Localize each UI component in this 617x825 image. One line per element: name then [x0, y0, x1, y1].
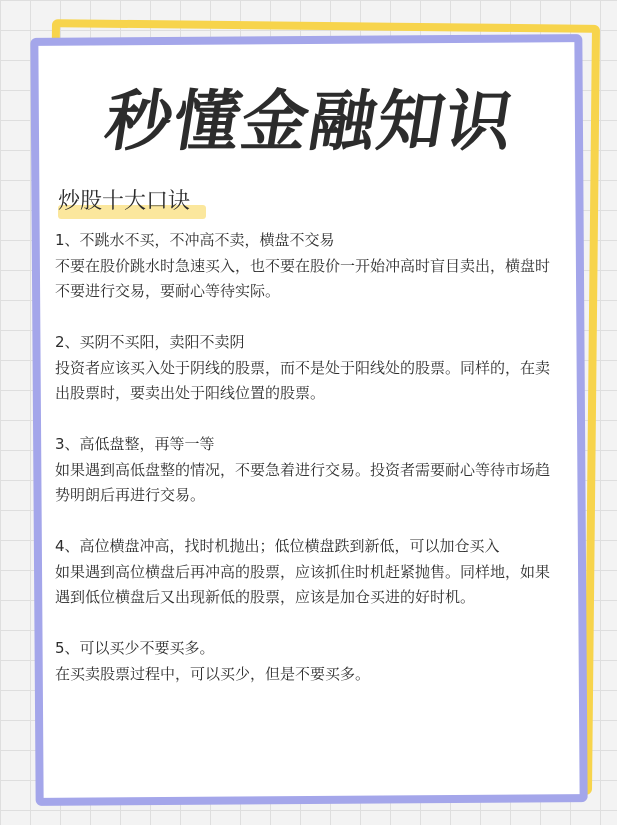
tip-section	[55, 636, 560, 687]
tip-section	[55, 228, 560, 305]
tip-heading: 2、买阴不买阳，卖阳不卖阴	[55, 333, 245, 351]
tip-body: 如果遇到高位横盘后再冲高的股票，应该抓住时机赶紧抛售。同样地，如果遇到低位横盘后又出现新低的股票，应该是加仓买进的好时机。	[55, 562, 551, 606]
tip-heading: 4、高位横盘冲高，找时机抛出；低位横盘跌到新低，可以加仓买入	[55, 537, 500, 555]
tip-heading: 3、高低盘整，再等一等	[55, 435, 215, 453]
tip-body: 投资者应该买入处于阴线的股票，而不是处于阳线处的股票。同样的，在卖出股票时，要卖出处于阳线位置的股票。	[55, 358, 551, 402]
tip-body: 在买卖股票过程中，可以买少，但是不要买多。	[55, 664, 371, 683]
tip-heading: 1、不跳水不买，不冲高不卖，横盘不交易	[55, 231, 335, 249]
tip-section	[55, 330, 560, 407]
tip-body: 如果遇到高低盘整的情况，不要急着进行交易。投资者需要耐心等待市场趋势明朗后再进行交易。	[55, 460, 551, 504]
tip-section	[55, 534, 560, 611]
subtitle-block	[58, 187, 190, 217]
tip-section	[55, 432, 560, 509]
subtitle: 炒股十大口诀	[58, 189, 191, 214]
tip-heading: 5、可以买少不要买多。	[55, 639, 215, 657]
page-title: 秒懂金融知识	[99, 83, 521, 160]
article-content	[55, 228, 560, 713]
tip-body: 不要在股价跳水时急速买入，也不要在股价一开始冲高时盲目卖出，横盘时不要进行交易，要耐心等待实际。	[55, 256, 551, 300]
